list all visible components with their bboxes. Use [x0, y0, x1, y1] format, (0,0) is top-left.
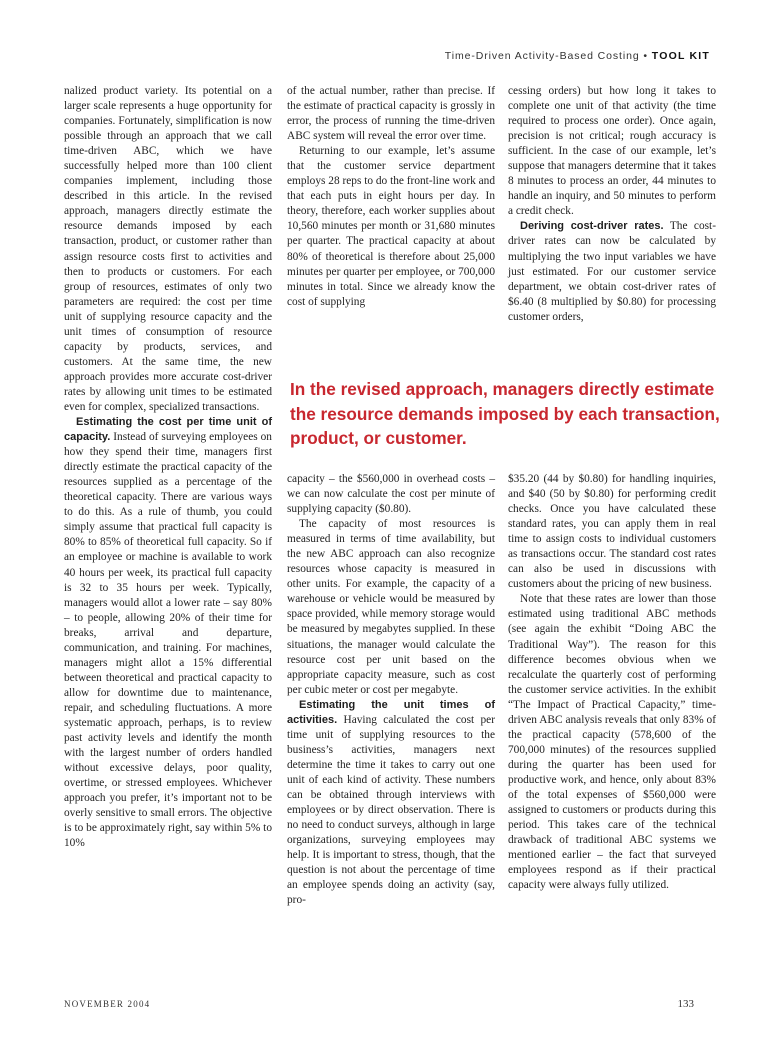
column-3-bottom [508, 472, 716, 893]
section-label: TOOL KIT [651, 50, 710, 62]
running-title: Time-Driven Activity-Based Costing • [444, 50, 648, 62]
running-header [0, 50, 710, 62]
paragraph-text: Having calculated the cost per time unit of supplying resources to the business’s activities, managers next determine the time it takes to carry out one unit of each kind of activity. These numbers can be obtained through interviews with employees or by direct observation. There is no need to conduct surveys, although in large organizations, surveying employees may help. It is important to stress, though, that the question is not about the percentage of time an employee spends doing an activity (say, pro- [287, 713, 495, 907]
paragraph: of the actual number, rather than precise. If the estimate of practical capacity is grossly in error, the process of running the time-driven ABC system will reveal the error over time. [287, 85, 495, 143]
issue-date: NOVEMBER 2004 [64, 999, 151, 1009]
paragraph: The capacity of most resources is measured in terms of time availability, but the new ABC approach can also recognize resources whose capacity is measured in other units. For example, the capacity of a warehouse or vehicle would be measured by space provided, while memory storage would be measured by megabytes supplied. In these situations, the manager would calculate the resource cost per unit based on the appropriate capacity measure, such as cost per cubic meter or cost per megabyte. [287, 518, 495, 696]
paragraph: nalized product variety. Its potential on a larger scale represents a huge opportunity for companies. Fortunately, simplification is now possible through an approach that we call time-driven ABC, which we have successfully helped more than 100 client companies implement, including those described in this article. In the revised approach, managers directly estimate the resource demands imposed by each transaction, product, or customer rather than assign resource costs first to activities and then to products or customers. For each group of resources, estimates of only two parameters are required: the cost per time unit of supplying resource capacity and the unit times of consumption of resource capacity by products, services, and customers. At the same time, the new approach provides more accurate cost-driver rates by allowing unit times to be estimated even for complex, specialized transactions. [64, 85, 272, 413]
page-footer [64, 999, 694, 1009]
paragraph-text: Instead of surveying employees on how they spend their time, managers first directly estimate the practical capacity of the resources supplied as a percentage of the theoretical capacity. There are various ways to do this. As a rule of thumb, you could simply assume that practical full capacity is 80% to 85% of theoretical full capacity. So if an employee or machine is available to work 40 hours per week, its practical full capacity is 32 to 35 hours per week. Typically, managers would allot a lower rate – say 80% – to people, allowing 20% of their time for breaks, arrival and departure, communication, and training. For machines, managers might allot a 15% differential between theoretical and practical capacity to allow for downtime due to maintenance, repair, and scheduling fluctuations. A more systematic approach, perhaps, is to review past activity levels and identify the month with the largest number of orders handled without excessive delays, poor quality, overtime, or stressed employees. Whichever approach you prefer, it’s important not to be overly sensitive to small errors. The objective is to be approximately right, say within 5% to 10% [64, 431, 272, 850]
pull-quote: In the revised approach, managers directly estimate the resource demands imposed by each transaction, product, or customer. [290, 379, 720, 448]
paragraph [287, 698, 495, 909]
subheading: Estimating the cost per time unit of capacity. [64, 416, 272, 444]
column-3-top [508, 84, 716, 325]
paragraph-text: The cost-driver rates can now be calculated by multiplying the two input variables we have just estimated. For our customer service department, we obtain cost-driver rates of $6.40 (8 multiplied by $0.80) for processing customer orders, [508, 220, 716, 323]
page-number: 133 [677, 998, 694, 1010]
column-1 [64, 84, 272, 851]
column-2-top [287, 84, 495, 310]
subheading: Deriving cost-driver rates. [520, 220, 664, 233]
column-2-bottom [287, 472, 495, 908]
paragraph [64, 415, 272, 851]
paragraph: $35.20 (44 by $0.80) for handling inquiries, and $40 (50 by $0.80) for performing credit checks. Once you have calculated these standard rates, you can apply them in real time to assign costs to individual customers as transactions occur. The standard cost rates can also be used in discussions with customers about the pricing of new business. [508, 473, 716, 591]
paragraph: cessing orders) but how long it takes to complete one unit of that activity (the time required to process one order). Once again, precision is not critical; rough accuracy is sufficient. In the case of our example, let’s suppose that managers determine that it takes 8 minutes to process an order, 44 minutes to handle an inquiry, and 50 minutes to perform a credit check. [508, 85, 716, 218]
paragraph [508, 219, 716, 324]
subheading: Estimating the unit times of activities. [287, 698, 495, 726]
paragraph: Returning to our example, let’s assume that the customer service department employs 28 reps to do the front-line work and that each puts in eight hours per day. In theory, therefore, each worker supplies about 10,560 minutes per month or 31,680 minutes per quarter. The practical capacity at about 80% of theoretical is therefore about 25,000 minutes per quarter per employee, or 700,000 minutes in total. Since we already know the cost of supplying [287, 145, 495, 308]
paragraph: Note that these rates are lower than those estimated using traditional ABC methods (see again the exhibit “Doing ABC the Traditional Way”). The reason for this difference becomes obvious when we recalculate the quarterly cost of performing the customer service activities. In the exhibit “The Impact of Practical Capacity,” time-driven ABC analysis reveals that only 83% of the practical capacity (578,600 of the 700,000 minutes) of the resources supplied during the quarter has been used for productive work, and hence, only about 83% of the total expenses of $560,000 were assigned to customers or products during this period. This takes care of the technical drawback of traditional ABC systems we mentioned earlier – the fact that surveyed employees respond as if their practical capacity were always fully utilized. [508, 593, 716, 892]
paragraph: capacity – the $560,000 in overhead costs – we can now calculate the cost per minute of supplying capacity ($0.80). [287, 473, 495, 516]
